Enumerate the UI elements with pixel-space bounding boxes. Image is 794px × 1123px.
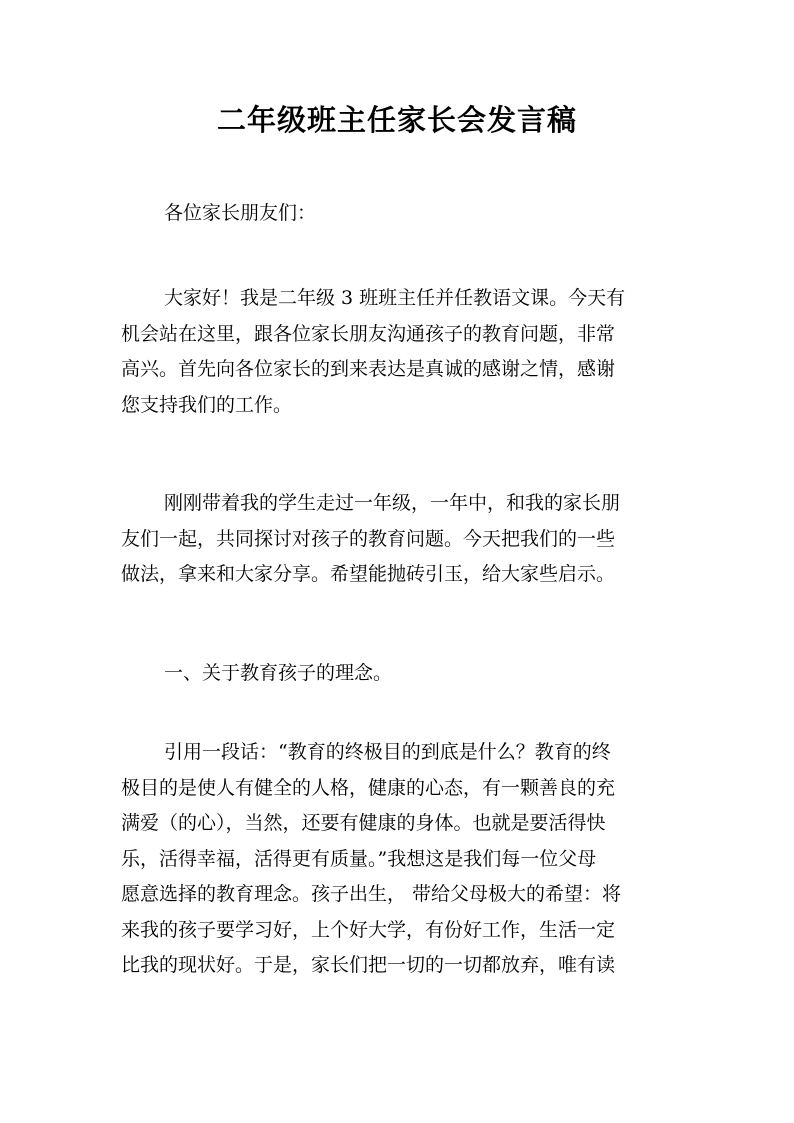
paragraph-line: 高兴。首先向各位家长的到来表达是真诚的感谢之情，感谢 <box>121 358 616 380</box>
document-title: 二年级班主任家长会发言稿 <box>216 103 577 137</box>
paragraph-first-year <box>121 486 681 593</box>
paragraph-line: 愿意选择的教育理念。孩子出生， 带给父母极大的希望：将 <box>121 883 622 905</box>
section-heading <box>121 656 681 692</box>
paragraph-line: 您支持我们的工作。 <box>121 393 293 416</box>
paragraph-line: 机会站在这里，跟各位家长朋友沟通孩子的教育问题，非常 <box>121 322 616 345</box>
paragraph-greeting <box>121 281 681 423</box>
paragraph-line: 来我的孩子要学习好，上个好大学，有份好工作，生活一定 <box>121 918 616 941</box>
paragraph-line: 做法，拿来和大家分享。希望能抛砖引玉，给大家些启示。 <box>121 563 616 585</box>
paragraph-line: 比我的现状好。于是，家长们把一切的一切都放弃，唯有读 <box>121 954 616 976</box>
section-heading-line: 一、关于教育孩子的理念。 <box>164 662 393 684</box>
paragraph-line: 乐，活得幸福，活得更有质量。”我想这是我们每一位父母 <box>121 847 597 870</box>
salutation <box>121 196 681 232</box>
paragraph-line: 友们一起，共同探讨对孩子的教育问题。今天把我们的一些 <box>121 527 616 550</box>
paragraph-line: 引用一段话：“教育的终极目的到底是什么？教育的终 <box>164 741 611 763</box>
salutation-line: 各位家长朋友们： <box>164 202 317 224</box>
paragraph-education-philosophy <box>121 735 681 984</box>
paragraph-line: 极目的是使人有健全的人格，健康的心态，有一颗善良的充 <box>121 776 616 799</box>
paragraph-line: 大家好！我是二年级 3 班班主任并任教语文课。今天有 <box>164 287 626 309</box>
paragraph-line: 刚刚带着我的学生走过一年级，一年中，和我的家长朋 <box>164 492 621 514</box>
paragraph-line: 满爱（的心），当然，还要有健康的身体。也就是要活得快 <box>121 812 606 834</box>
